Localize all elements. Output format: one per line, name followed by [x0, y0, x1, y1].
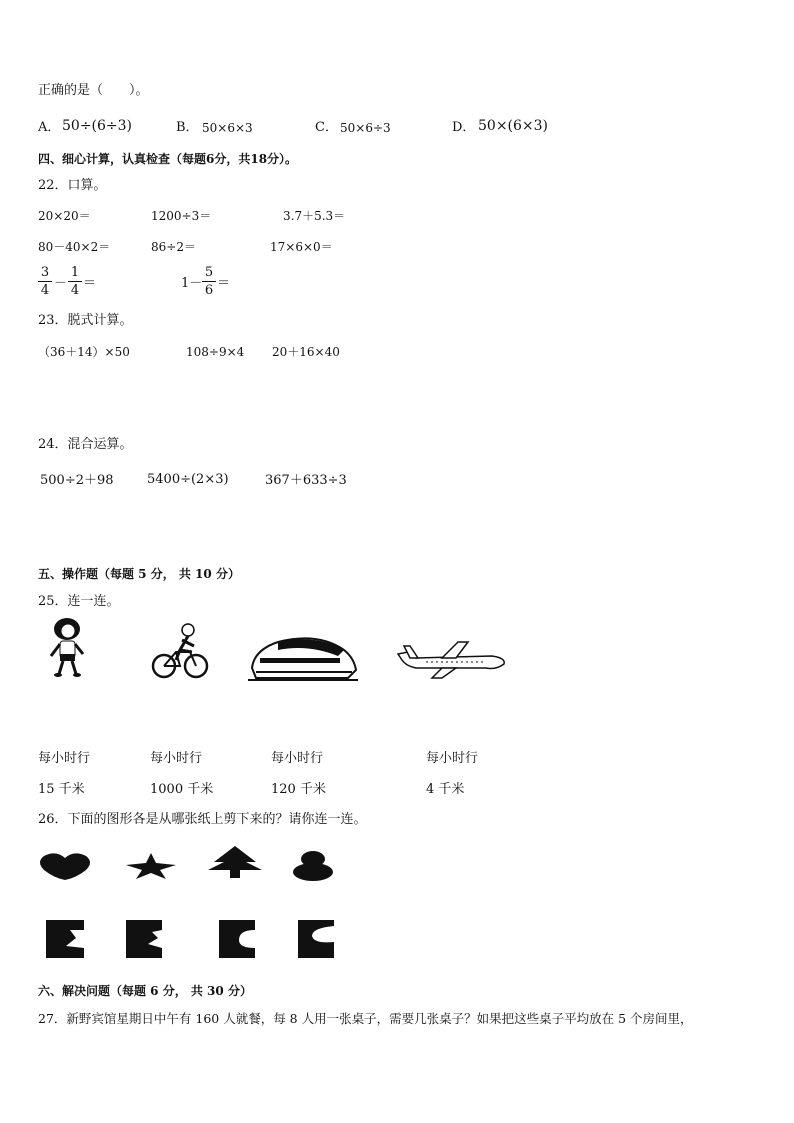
q24-title: 24．混合运算。: [38, 437, 133, 452]
q24-item1: 500÷2＋98: [40, 473, 114, 488]
q25-label2-line1: 每小时行: [150, 751, 203, 766]
q24-item2: 5400÷(2×3): [147, 472, 229, 487]
one-minus: 1－: [181, 276, 203, 291]
q25-label3-line2[interactable]: 120 千米: [271, 782, 326, 797]
q26-title: 26．下面的图形各是从哪张纸上剪下来的？请你连一连。: [38, 812, 367, 827]
q22-row1-item3: 3.7＋5.3＝: [283, 209, 346, 223]
star-shape[interactable]: [126, 853, 176, 879]
section5-heading: 五、操作题（每题 5 分， 共 10 分）: [38, 567, 240, 581]
option-d-expr: 50×(6×3): [478, 118, 549, 134]
option-a-expr: 50÷(6÷3): [62, 118, 133, 134]
section4-heading: 四、细心计算，认真检查（每题6分，共18分）。: [38, 152, 298, 166]
fraction-3-4: 3 4: [38, 265, 52, 298]
option-c-expr: 50×6÷3: [340, 121, 391, 135]
q24-item3: 367＋633÷3: [265, 473, 347, 488]
q25-label2-line2[interactable]: 1000 千米: [150, 782, 214, 797]
folded-paper-1[interactable]: [46, 920, 84, 958]
section6-heading: 六、解决问题（每题 6 分， 共 30 分）: [38, 984, 252, 998]
option-c-letter: C．: [315, 120, 338, 135]
tree-shape[interactable]: [208, 846, 262, 878]
q22-row1-item1: 20×20＝: [38, 209, 91, 223]
q22-row2-item3: 17×6×0＝: [270, 240, 333, 254]
q22-row1-item2: 1200÷3＝: [151, 209, 212, 223]
cyclist-picture[interactable]: [150, 622, 210, 680]
option-d-letter: D．: [452, 120, 476, 135]
option-b-letter: B．: [176, 120, 199, 135]
airplane-picture[interactable]: [396, 638, 508, 680]
q22-title: 22．口算。: [38, 178, 107, 193]
q21-stem: 正确的是（ ）。: [38, 83, 149, 98]
q25-label1-line2[interactable]: 15 千米: [38, 782, 85, 797]
q25-label3-line1: 每小时行: [271, 751, 324, 766]
q25-title: 25．连一连。: [38, 594, 120, 609]
q22-row2-item1: 80－40×2＝: [38, 240, 111, 254]
fraction-5-6: 5 6: [202, 265, 216, 298]
folded-paper-4[interactable]: [298, 920, 334, 958]
option-a-letter: A．: [38, 120, 61, 135]
equals-sign: ＝: [83, 276, 97, 291]
bullet-train-picture[interactable]: [248, 628, 358, 682]
q23-item2: 108÷9×4: [186, 345, 245, 359]
child-walking-picture[interactable]: [46, 616, 88, 678]
option-b-expr: 50×6×3: [202, 121, 253, 135]
minus-sign: －: [54, 276, 68, 291]
q25-label4-line2[interactable]: 4 千米: [426, 782, 465, 797]
q25-label1-line1: 每小时行: [38, 751, 91, 766]
folded-paper-2[interactable]: [126, 920, 162, 958]
q22-row2-item2: 86÷2＝: [151, 240, 196, 254]
q27-text: 27．新野宾馆星期日中午有 160 人就餐，每 8 人用一张桌子，需要几张桌子？如果把这些桌子平均放在 5 个房间里，: [38, 1011, 693, 1026]
q23-item3: 20＋16×40: [272, 345, 340, 359]
q23-item1: （36＋14）×50: [38, 345, 130, 359]
q23-title: 23．脱式计算。: [38, 313, 133, 328]
snowman-shape[interactable]: [292, 851, 334, 881]
fraction-1-4: 1 4: [68, 265, 82, 298]
equals-sign: ＝: [217, 276, 231, 291]
q25-label4-line1: 每小时行: [426, 751, 479, 766]
folded-paper-3[interactable]: [219, 920, 255, 958]
heart-shape[interactable]: [38, 852, 92, 880]
